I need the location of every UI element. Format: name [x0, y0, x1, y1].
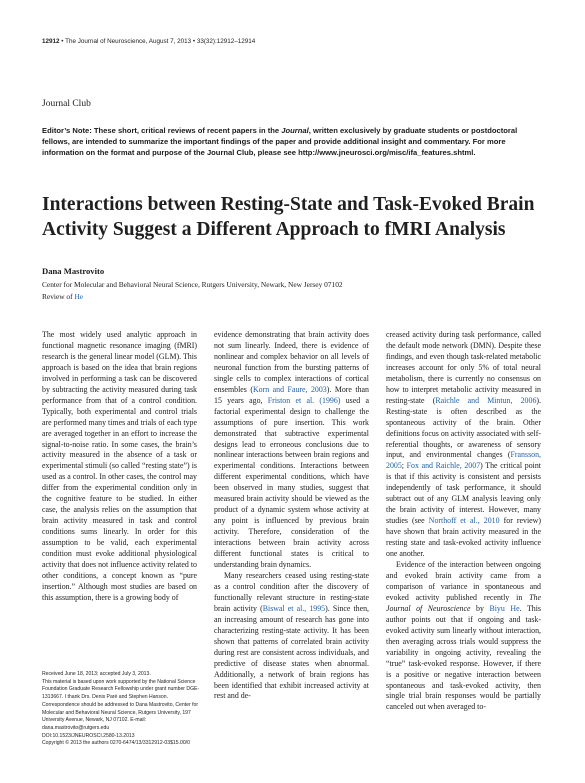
author-affiliation: Center for Molecular and Behavioral Neural Science, Rutgers University, Newark, New Jersey 07102: [42, 280, 343, 289]
citation-link[interactable]: Korn and Faure, 2003: [252, 384, 327, 394]
review-prefix: Review of: [42, 292, 75, 301]
citation-link[interactable]: Raichle and Mintun, 2006: [435, 395, 537, 405]
text-run: ;: [401, 461, 407, 471]
editors-note-rest: , written exclusively by graduate students or postdoctoral fellows, are intended to summarize the important findings of the paper and provide additional insight and commentary. For more information on the format and purpose of the Journal Club, please see http://www.jneurosci.org/misc/ifa_features.shtml.: [42, 126, 518, 157]
running-head: [42, 38, 255, 45]
reviewed-paper-link[interactable]: He: [74, 292, 84, 301]
journal-name: The Journal of Neuroscience: [386, 592, 541, 613]
footnote-received: Received June 18, 2013; accepted July 3, 2013.: [42, 671, 151, 677]
footnote-funding: This material is based upon work supported by the National Science Foundation Graduate Research Fellowship under grant number DGE-1313667. I thank Drs. Denis Paré and Stephen Hanson.: [42, 678, 200, 701]
citation-link[interactable]: Friston et al. (1996): [267, 395, 341, 405]
text-run: ). Since then, an increasing amount of research has gone into characterizing resting-state activity. It has been shown that patterns of correlated brain activity during rest are consistent across individuals, and predictive of disease states when abnormal. Additionally, a network of brain regions has been identified that exhibit increased activity at rest and de-: [214, 603, 370, 701]
text-run: for review) have shown that brain activity measured in the resting state and task-evoked activity influence one another.: [386, 516, 541, 559]
page-number: 12912: [42, 38, 60, 45]
text-run: used a factorial experimental design to challenge the assumptions of pure insertion. This work demonstrated that subtractive experimental designs lead to erroneous conclusions due to nonlinear interactions between brain regions and experimental conditions. Interactions between different experimental conditions, which have been observed in many studies, suggest that measured brain activity should be viewed as the product of a dynamic system whose activity at any point is influenced by previous brain activity. Therefore, consideration of the interactions between brain activity across different functional states is critical to understanding brain dynamics.: [214, 395, 369, 570]
text-run: ). Resting-state is often described as the spontaneous activity of the brain. Other definitions focus on activity associated with self-referential thoughts, or awareness of sensory input, and environmental changes (: [386, 395, 541, 460]
footnote-correspondence: Correspondence should be addressed to Dana Mastrovito, Center for Molecular and Behavioral Neural Science, Rutgers University, 197 University Avenue, Newark, NJ 07102. E-mail: dana.mastrovito@rutgers.edu: [42, 701, 199, 731]
paragraph: [386, 330, 541, 560]
paragraph: [214, 330, 369, 571]
citation-link[interactable]: Biyu He: [489, 603, 520, 613]
citation-link[interactable]: Biswal et al., 1995: [262, 603, 326, 613]
text-run: creased activity during task performance, called the default mode network (DMN). Despite these findings, and even though task-related metabolic increases account for only 5% of total neural metabolism, there is currently no consensus on how to interpret metabolic activity measured in resting-state (: [386, 330, 541, 405]
text-run: ) The critical point is that if this activity is consistent and persists independently of task performance, it should subtract out of any GLM analysis leaving only the brain activity of interest. However, many studies (see: [386, 461, 541, 526]
text-column-1: [42, 330, 197, 604]
text-run: Many researchers ceased using resting-state as a control condition after the discovery of functionally relevant structure in resting-state brain activity (: [214, 570, 369, 613]
review-of: [42, 292, 83, 301]
editors-note-journal: Journal: [281, 126, 309, 135]
section-label: Journal Club: [42, 99, 91, 109]
article-title: Interactions between Resting-State and Task-Evoked Brain Activity Suggest a Different Approach to fMRI Analysis: [42, 194, 535, 240]
text-column-3: [386, 330, 541, 713]
journal-citation: • The Journal of Neuroscience, August 7, 2013 • 33(32):12912–12914: [59, 38, 256, 45]
citation-link[interactable]: Fox and Raichle, 2007: [406, 461, 481, 471]
author-name: Dana Mastrovito: [42, 266, 105, 276]
paragraph: [386, 560, 541, 713]
text-run: by: [470, 603, 490, 613]
text-run: ). More than 15 years ago,: [214, 384, 369, 405]
editors-note-lead: Editor’s Note: These short, critical reviews of recent papers in the: [42, 126, 282, 135]
text-column-2: [214, 330, 369, 702]
footnotes: [42, 671, 200, 748]
paragraph: The most widely used analytic approach in functional magnetic resonance imaging (fMRI) research is the general linear model (GLM). This approach is based on the idea that brain regions involved in performing a task can be discovered by subtracting the activity measured during task performance from that of a control condition. Typically, both experimental and control trials are performed many times and trials of each type are averaged together in an effort to increase the signal-to-noise ratio. In some cases, the brain’s activity measured in the absence of a task or experimental stimuli (so called “resting state”) is used as a control. In other cases, the control may differ from the experimental condition only in the cognitive feature to be studied. In either case, the analysis relies on the assumption that brain activity measured in task and control conditions sums linearly. In order for this assumption to be valid, each experimental condition must evoke additional physiological activity that does not influence activity related to other conditions, a concept known as “pure insertion.” Although most studies are based on this assumption, there is a growing body of: [42, 330, 197, 602]
citation-link[interactable]: Northoff et al., 2010: [428, 516, 500, 526]
text-run: evidence demonstrating that brain activity does not sum linearly. Indeed, there is evidence of nonlinear and complex behavior on all levels of neuronal function from the bursting patterns of single cells to complex interactions of cortical ensembles (: [214, 330, 369, 394]
paragraph: [214, 571, 369, 702]
editors-note: [42, 126, 547, 158]
text-run: . This author points out that if ongoing and task-evoked activity sum linearly without interaction, then averaging across trials would suppress the variability in ongoing activity, revealing the “true” task-evoked response. However, if there is a positive or negative interaction between spontaneous and task-evoked activity, then single trial brain responses would be partially canceled out when averaged to-: [386, 603, 541, 712]
citation-link[interactable]: Fransson, 2005: [386, 450, 541, 471]
text-run: Evidence of the interaction between ongoing and evoked brain activity came from a comparison of variance in spontaneous and evoked activity published recently in: [386, 560, 541, 602]
footnote-doi: DOI:10.1523/JNEUROSCI.2580-13.2013: [42, 732, 135, 739]
footnote-copyright: Copyright © 2013 the authors 0270-6474/13/3312912-03$15.00/0: [42, 740, 190, 747]
